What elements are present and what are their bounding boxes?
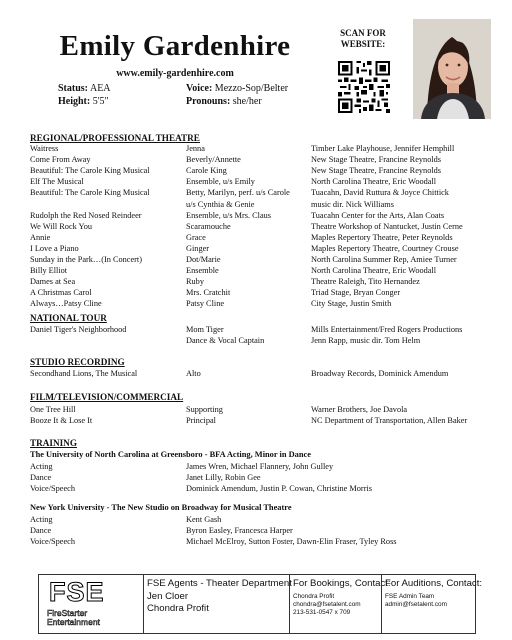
table-row: [0, 525, 512, 536]
table-row: [0, 324, 512, 335]
credit-role: Dominick Amendum, Justin P. Cowan, Christine Morris: [186, 484, 372, 493]
height-row: [58, 96, 109, 107]
credit-venue: Mills Entertainment/Fred Rogers Productions: [311, 325, 463, 334]
credit-title: Dance: [30, 473, 52, 482]
credit-title: Come From Away: [30, 155, 91, 165]
table-row: [0, 483, 512, 494]
scan-line-2: WEBSITE:: [340, 39, 386, 49]
credit-venue: Warner Brothers, Joe Davola: [311, 405, 408, 414]
table-row: [0, 221, 512, 232]
agent-jen: Jen Cloer: [147, 591, 189, 602]
credit-title: Sunday in the Park…(In Concert): [30, 255, 142, 264]
voice-value: Mezzo-Sop/Belter: [214, 83, 289, 94]
credit-role: Principal: [186, 416, 216, 425]
bookings-name: Chondra Profit: [293, 593, 335, 600]
credit-role: Dance & Vocal Captain: [186, 336, 265, 345]
table-row: [0, 199, 512, 210]
agent-chondra: Chondra Profit: [147, 603, 209, 614]
credit-venue: North Carolina Summer Rep, Amiee Turner: [311, 255, 457, 264]
credit-venue: Maples Repertory Theatre, Peter Reynolds: [311, 232, 453, 242]
auditions-title: For Auditions, Contact:: [385, 578, 483, 589]
credit-title: Acting: [30, 462, 53, 471]
auditions-email[interactable]: admin@fsetalent.com: [385, 601, 447, 608]
credit-title: I Love a Piano: [30, 243, 79, 253]
table-row: [0, 165, 512, 176]
height-label: Height:: [58, 96, 91, 107]
credit-role: Mrs. Cratchit: [186, 288, 231, 298]
credit-title: Always…Patsy Cline: [30, 299, 102, 309]
credit-venue: North Carolina Theatre, Eric Woodall: [311, 266, 437, 276]
pronouns-value: she/her: [232, 96, 262, 107]
headshot-photo: [413, 19, 491, 119]
table-row: [0, 461, 512, 472]
bookings-phone[interactable]: 213-531-0547 x 709: [293, 609, 351, 616]
credit-venue: Maples Repertory Theatre, Courtney Crouse: [311, 243, 459, 253]
credit-role: Betty, Marilyn, perf. u/s Carole: [186, 188, 290, 198]
table-row: [0, 243, 512, 254]
credit-title: Secondhand Lions, The Musical: [30, 369, 138, 378]
status-row: [58, 83, 111, 94]
auditions-name: FSE Admin Team: [385, 593, 435, 600]
credit-role: Kent Gash: [186, 515, 222, 524]
logo-subtitle: [47, 609, 100, 627]
credit-venue: NC Department of Transportation, Allen Baker: [311, 416, 468, 425]
table-row: [0, 176, 512, 187]
table-row: [0, 472, 512, 483]
credit-role: Jenna: [186, 144, 205, 153]
table-row: [0, 404, 512, 415]
credit-role: James Wren, Michael Flannery, John Gulley: [186, 462, 334, 471]
auditions-cell: [381, 575, 483, 633]
credit-venue: Jenn Rapp, music dir. Tom Helm: [311, 336, 421, 345]
credit-venue: New Stage Theatre, Francine Reynolds: [311, 155, 442, 165]
height-value: 5'5": [92, 96, 109, 107]
credit-venue: Tuacahn Center for the Arts, Alan Coats: [311, 210, 445, 220]
table-row: [0, 298, 512, 309]
credit-title: Daniel Tiger's Neighborhood: [30, 325, 127, 334]
credit-venue: music dir. Nick Williams: [311, 199, 394, 209]
status-label: Status:: [58, 83, 89, 94]
voice-row: [186, 83, 288, 94]
qr-code-icon[interactable]: [338, 61, 390, 113]
section-studio-recording: STUDIO RECORDING: [30, 357, 125, 367]
credit-role: Carole King: [186, 166, 227, 176]
credit-title: Elf The Musical: [30, 177, 84, 187]
section-national-tour: NATIONAL TOUR: [30, 313, 107, 323]
table-row: [0, 154, 512, 165]
status-value: AEA: [89, 83, 111, 94]
voice-label: Voice:: [186, 83, 213, 94]
credit-title: Voice/Speech: [30, 537, 76, 546]
credit-title: Waitress: [30, 144, 59, 153]
section-training: TRAINING: [30, 438, 77, 448]
credit-title: A Christmas Carol: [30, 288, 92, 298]
credit-venue: Theatre Workshop of Nantucket, Justin Cerne: [311, 221, 463, 231]
bookings-cell: [289, 575, 391, 633]
scan-label: [330, 28, 396, 50]
agents-title: FSE Agents - Theater Department: [147, 578, 292, 589]
section-film-tv: FILM/TELEVISION/COMMERCIAL: [30, 392, 184, 402]
credit-title: Annie: [30, 232, 51, 242]
credit-role: Ensemble: [186, 266, 219, 276]
credit-title: Dance: [30, 526, 52, 535]
credit-role: Mom Tiger: [186, 325, 224, 334]
credit-role: Janet Lilly, Robin Gee: [186, 473, 261, 482]
scan-line-1: SCAN FOR: [340, 28, 386, 38]
table-row: [0, 143, 512, 154]
table-row: [0, 415, 512, 426]
credit-venue: Triad Stage, Bryan Conger: [311, 288, 401, 298]
credit-venue: City Stage, Justin Smith: [311, 299, 392, 309]
credit-venue: New Stage Theatre, Francine Reynolds: [311, 166, 442, 176]
credit-title: Voice/Speech: [30, 484, 76, 493]
credit-role: Patsy Cline: [186, 299, 225, 309]
credit-role: Grace: [186, 232, 206, 242]
credit-title: Rudolph the Red Nosed Reindeer: [30, 210, 142, 220]
credit-venue: Broadway Records, Dominick Amendum: [311, 369, 449, 378]
website-link[interactable]: www.emily-gardenhire.com: [116, 68, 234, 79]
logo-line-1: FireStarter: [47, 608, 88, 618]
credit-role: Supporting: [186, 405, 223, 414]
training-school-nyu: New York University - The New Studio on Broadway for Musical Theatre: [30, 503, 292, 512]
credit-title: Dames at Sea: [30, 277, 76, 287]
bookings-email[interactable]: chondra@fsetalent.com: [293, 601, 361, 608]
credit-title: Billy Elliot: [30, 266, 68, 276]
pronouns-row: [186, 96, 262, 107]
credit-title: One Tree Hill: [30, 405, 76, 414]
credit-role: Ginger: [186, 243, 210, 253]
table-row: [0, 210, 512, 221]
agents-cell: [143, 575, 292, 633]
table-row: [0, 368, 512, 379]
credit-role: Beverly/Annette: [186, 155, 241, 165]
credit-role: Ensemble, u/s Mrs. Claus: [186, 210, 272, 220]
credit-title: Acting: [30, 515, 53, 524]
credit-title: We Will Rock You: [30, 221, 92, 231]
credit-venue: Theatre Raleigh, Tito Hernandez: [311, 277, 420, 287]
logo-text: FSE: [49, 577, 105, 607]
credit-title: Booze It & Lose It: [30, 416, 93, 425]
table-row: [0, 335, 512, 346]
credit-venue: North Carolina Theatre, Eric Woodall: [311, 177, 437, 187]
credit-role: Michael McElroy, Sutton Foster, Dawn-Elin Fraser, Tyley Ross: [186, 537, 397, 546]
credit-role: Alto: [186, 369, 201, 378]
table-row: [0, 276, 512, 287]
table-row: [0, 187, 512, 198]
training-school-uncg: The University of North Carolina at Greensboro - BFA Acting, Minor in Dance: [30, 450, 311, 459]
credit-role: Scaramouche: [186, 221, 231, 231]
resume-name: Emily Gardenhire: [59, 30, 291, 62]
agency-footer: [38, 574, 483, 634]
table-row: [0, 254, 512, 265]
logo-line-2: Entertainment: [47, 617, 100, 627]
credit-role: Ruby: [186, 277, 204, 287]
credit-role: u/s Cynthia & Genie: [186, 199, 255, 209]
credit-role: Byron Easley, Francesca Harper: [186, 526, 293, 535]
table-row: [0, 536, 512, 547]
table-row: [0, 287, 512, 298]
credit-venue: Timber Lake Playhouse, Jennifer Hemphill: [311, 144, 455, 153]
credit-role: Ensemble, u/s Emily: [186, 177, 255, 187]
credit-venue: Tuacahn, David Ruttura & Joyce Chittick: [311, 188, 449, 198]
table-row: [0, 514, 512, 525]
fse-logo: [39, 575, 131, 633]
credit-role: Dot/Marie: [186, 255, 221, 264]
pronouns-label: Pronouns:: [186, 96, 231, 107]
bookings-title: For Bookings, Contact:: [293, 578, 391, 589]
credit-title: Beautiful: The Carole King Musical: [30, 188, 150, 198]
table-row: [0, 265, 512, 276]
section-regional-theatre: REGIONAL/PROFESSIONAL THEATRE: [30, 133, 200, 143]
credit-title: Beautiful: The Carole King Musical: [30, 166, 150, 176]
table-row: [0, 232, 512, 243]
